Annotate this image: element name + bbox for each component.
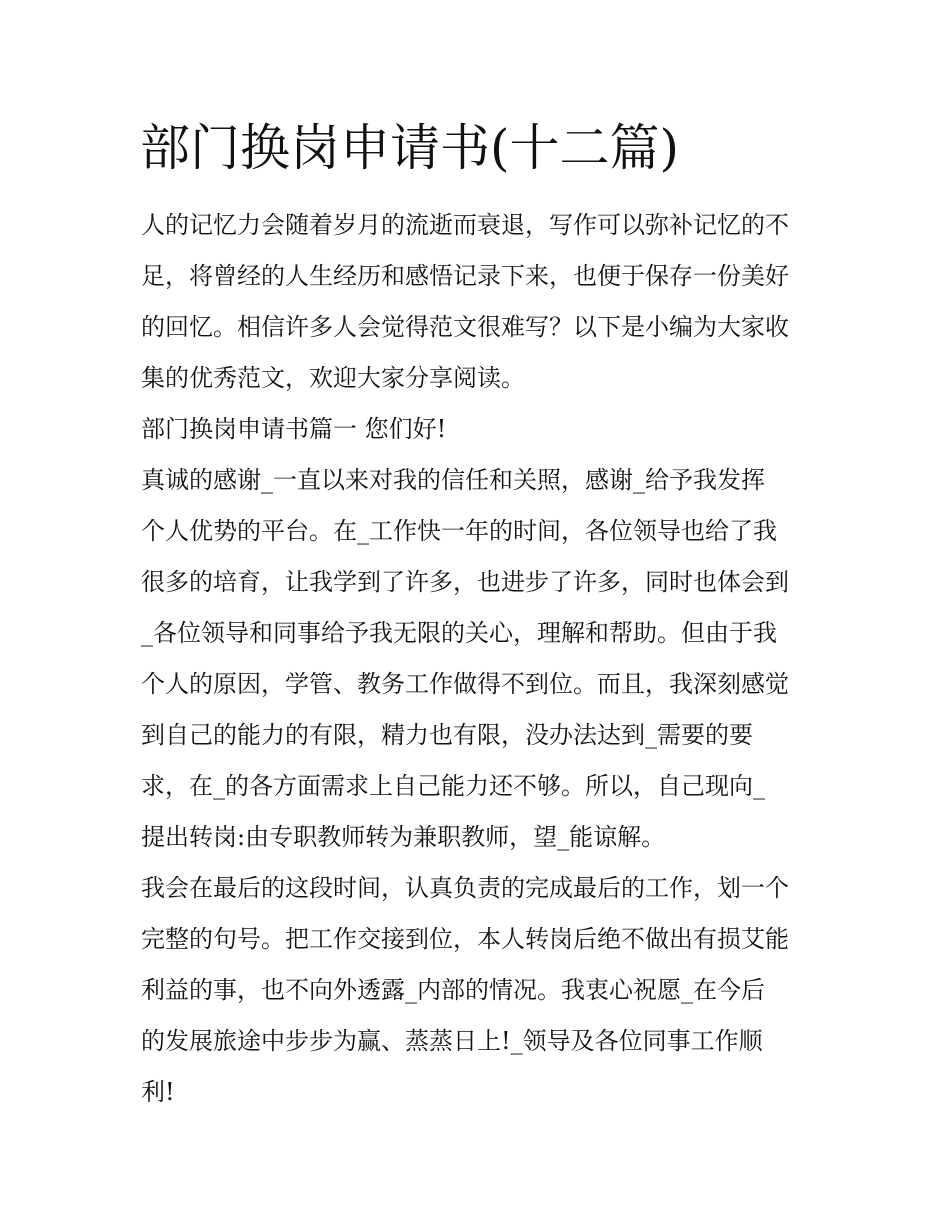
- text-line: 集的优秀范文，欢迎大家分享阅读。: [141, 364, 525, 392]
- text-line: 的发展旅途中步步为赢、蒸蒸日上!_领导及各位同事工作顺: [141, 1027, 763, 1055]
- text-line: 提出转岗:由专职教师转为兼职教师，望_能谅解。: [141, 823, 666, 851]
- section-heading-paragraph: [141, 404, 809, 455]
- intro-paragraph: [141, 200, 809, 404]
- text-line: 很多的培育，让我学到了许多，也进步了许多，同时也体会到: [141, 568, 789, 596]
- text-line: 真诚的感谢_一直以来对我的信任和关照，感谢_给予我发挥: [141, 466, 765, 494]
- text-line: 我会在最后的这段时间，认真负责的完成最后的工作，划一个: [141, 874, 789, 902]
- text-line: 部门换岗申请书篇一 您们好!: [141, 415, 447, 443]
- text-line: 完整的句号。把工作交接到位，本人转岗后绝不做出有损艾能: [141, 925, 789, 953]
- text-line: 求，在_的各方面需求上自己能力还不够。所以，自己现向_: [141, 772, 765, 800]
- text-line: _各位领导和同事给予我无限的关心，理解和帮助。但由于我: [141, 619, 777, 647]
- text-line: 个人的原因，学管、教务工作做得不到位。而且，我深刻感觉: [141, 670, 789, 698]
- text-line: 利!: [141, 1078, 175, 1106]
- body-paragraph: [141, 455, 809, 863]
- text-line: 人的记忆力会随着岁月的流逝而衰退，写作可以弥补记忆的不: [141, 211, 789, 239]
- document-title: 部门换岗申请书(十二篇): [140, 119, 680, 177]
- text-line: 到自己的能力的有限，精力也有限，没办法达到_需要的要: [141, 721, 753, 749]
- text-line: 足，将曾经的人生经历和感悟记录下来，也便于保存一份美好: [141, 262, 789, 290]
- text-line: 个人优势的平台。在_工作快一年的时间，各位领导也给了我: [141, 517, 777, 545]
- text-line: 利益的事，也不向外透露_内部的情况。我衷心祝愿_在今后: [141, 976, 765, 1004]
- document-body: [141, 200, 809, 1118]
- closing-paragraph: [141, 863, 809, 1118]
- text-line: 的回忆。相信许多人会觉得范文很难写？以下是小编为大家收: [141, 313, 789, 341]
